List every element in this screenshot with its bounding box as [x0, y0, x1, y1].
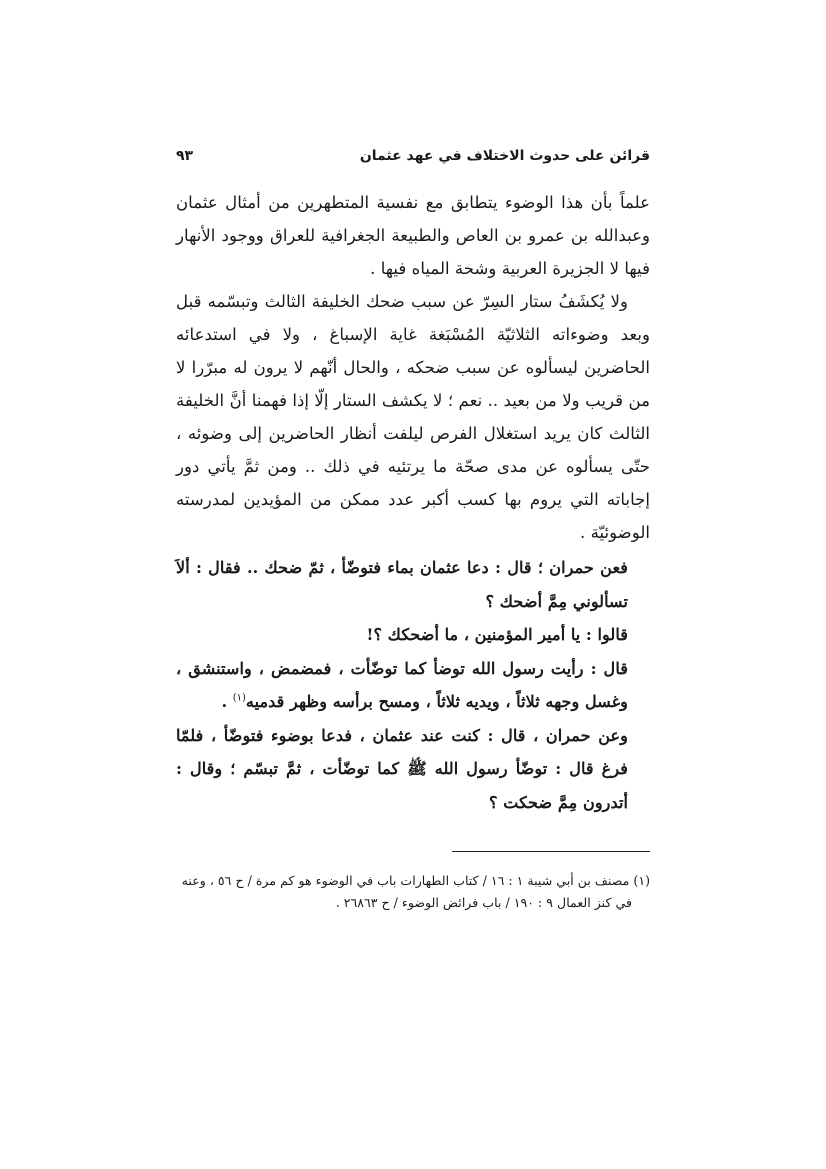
paragraph: علماً بأن هذا الوضوء يتطابق مع نفسية المتطهرين من أمثال عثمان وعبدالله بن عمرو بن العاص والطبيعة الجغرافية للعراق ووجود الأنهار فيها لا الجزيرة العربية وشحة المياه فيها . [176, 193, 650, 278]
page-number: ٩٣ [176, 148, 194, 164]
quote-line [176, 652, 628, 719]
quote-end: . [221, 692, 233, 711]
running-header [176, 148, 650, 164]
footnote: (١) مصنف بن أبي شيبة ١ : ١٦ / كتاب الطهارات باب في الوضوء هو كم مرة / ح ٥٦ ، وعنه [181, 873, 650, 888]
quote-text: قال : رأيت رسول الله توضأ كما توضّأت ، فمضمض ، واستنشق ، وغسل وجهه ثلاثاً ، ويديه ثلاثاً ، ومسح برأسه وظهر قدميه [176, 658, 628, 711]
footnotes [176, 870, 650, 914]
footnote-continuation: في كنز العمال ٩ : ١٩٠ / باب فرائض الوضوء / ح ٢٦٨٦٣ . [335, 895, 632, 910]
paragraph: ولا يُكشَفُ ستار السِرّ عن سبب ضحك الخليفة الثالث وتبسّمه قبل وبعد وضوءاته الثلاثيّة المُسْبَغة غاية الإسباغ ، ولا في استدعائه الحاضرين ليسألوه عن سبب ضحكه ، والحال أنّهم لا يرون له مبرّرا لا من قريب ولا من بعيد .. نعم ؛ لا يكشف الستار إلّا إذا فهمنا أنَّ الخليفة الثالث كان يريد استغلال الفرص ليلفت أنظار الحاضرين إلى وضوئه ، حتّى يسألوه عن مدى صحّة ما يرتئيه في ذلك .. ومن ثمَّ يأتي دور إجاباته التي يروم بها كسب أكبر عدد ممكن من المؤيدين لمدرسته الوضوئيّة . [176, 292, 650, 542]
running-title: قرائن على حدوث الاختلاف في عهد عثمان [359, 148, 650, 164]
quote-line: فعن حمران ؛ قال : دعا عثمان بماء فتوضّأ ، ثمّ ضحك .. فقال : ألاَ تسألوني مِمَّ أضحك ؟ [176, 558, 628, 611]
footnote-marker[interactable]: (١) [232, 692, 246, 704]
book-page [176, 148, 650, 914]
quote-line: قالوا : يا أمير المؤمنين ، ما أضحكك ؟! [366, 625, 628, 644]
main-text [176, 186, 650, 549]
quote-line: وعن حمران ، قال : كنت عند عثمان ، فدعا بوضوء فتوضّأ ، فلمّا فرغ قال : توضّأ رسول الله ﷺ كما توضّأت ، ثمَّ تبسّم ؛ وقال : أتدرون مِمَّ ضحكت ؟ [176, 725, 628, 812]
footnote-divider [452, 851, 650, 852]
hadith-quote [176, 551, 650, 819]
